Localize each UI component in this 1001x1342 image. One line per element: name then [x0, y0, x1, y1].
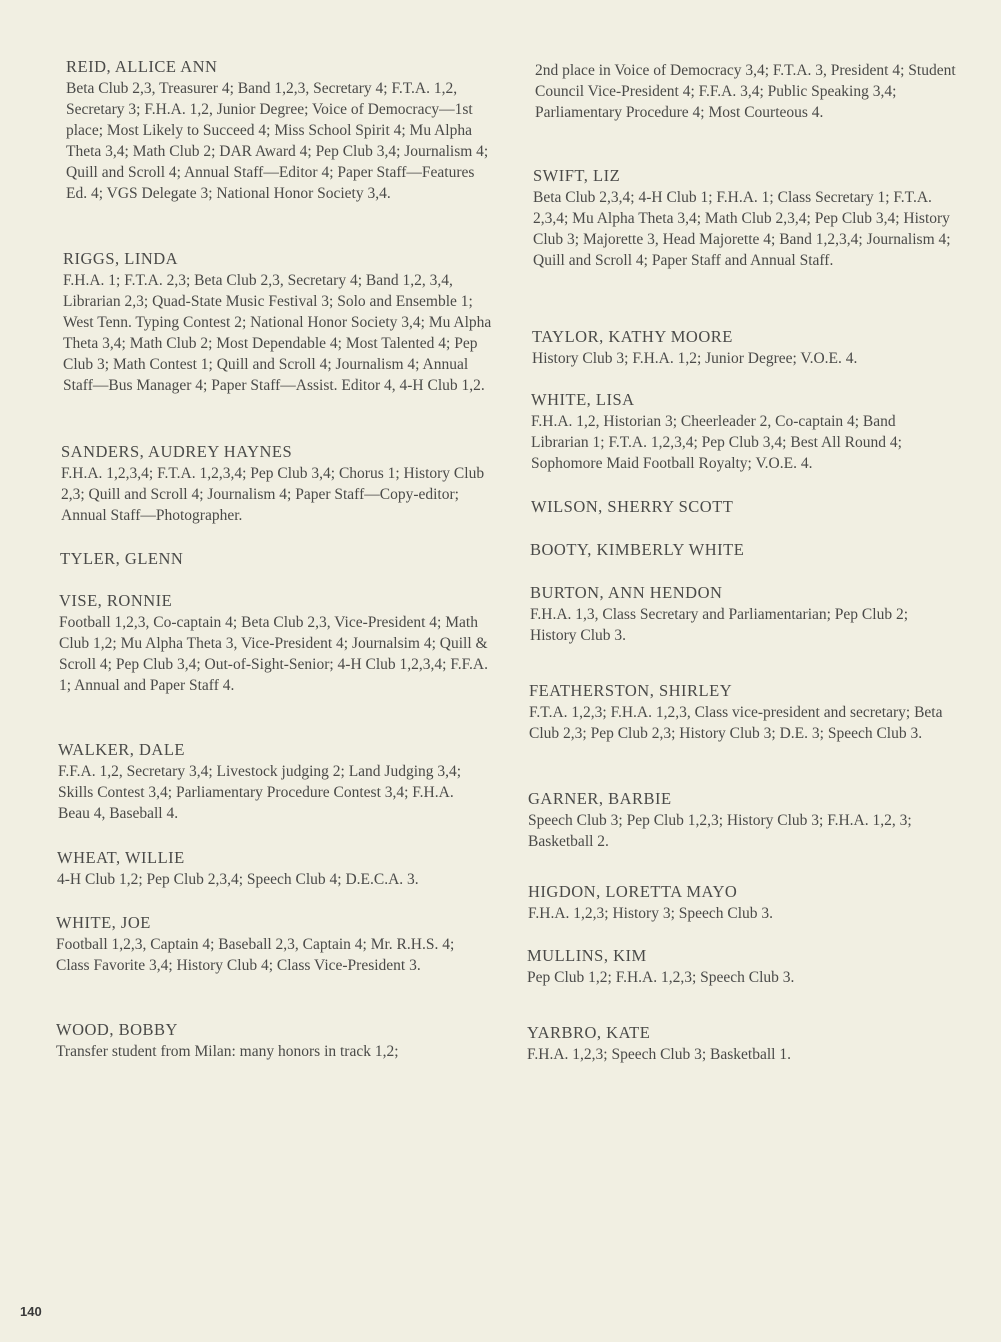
- student-entry: [63, 248, 496, 396]
- student-activities: Beta Club 2,3, Treasurer 4; Band 1,2,3, Secretary 4; F.T.A. 1,2, Secretary 3; F.H.A. 1,2, Junior Degree; Voice of Democracy—1st place; Most Likely to Succeed 4; Miss School Spirit 4; Mu Alpha Theta 3,4; Math Club 2; DAR Award 4; Pep Club 3,4; Journalism 4; Quill and Scroll 4; Annual Staff—Editor 4; Paper Staff—Features Ed. 4; VGS Delegate 3; National Honor Society 3,4.: [66, 80, 489, 202]
- student-entry: [56, 1019, 486, 1062]
- student-name: GARNER, BARBIE: [528, 789, 672, 808]
- student-entry: [58, 739, 478, 824]
- student-name: WHITE, JOE: [56, 913, 151, 932]
- student-name: WOOD, BOBBY: [56, 1020, 178, 1039]
- student-entry: [529, 680, 951, 744]
- student-name: YARBRO, KATE: [527, 1023, 651, 1042]
- student-activities: F.H.A. 1,2,3; Speech Club 3; Basketball 1.: [527, 1046, 791, 1063]
- student-entry: [61, 441, 491, 526]
- student-activities: F.H.A. 1; F.T.A. 2,3; Beta Club 2,3, Secretary 4; Band 1,2, 3,4, Librarian 2,3; Quad-State Music Festival 3; Solo and Ensemble 1; West Tenn. Typing Contest 2; National Honor Society 3,4; Mu Alpha Theta 3,4; Math Club 2; Most Dependable 4; Most Talented 4; Pep Club 3; Math Contest 1; Quill and Scroll 4; Journalism 4; Annual Staff—Bus Manager 4; Paper Staff—Assist. Editor 4, 4-H Club 1,2.: [63, 272, 492, 394]
- student-activities: 2nd place in Voice of Democracy 3,4; F.T.A. 3, President 4; Student Council Vice-President 4; F.F.A. 3,4; Public Speaking 3,4; Parliamentary Procedure 4; Most Courteous 4.: [535, 62, 956, 121]
- student-activities: F.H.A. 1,2,3,4; F.T.A. 1,2,3,4; Pep Club 3,4; Chorus 1; History Club 2,3; Quill and Scroll 4; Journalism 4; Paper Staff—Copy-editor; Annual Staff—Photographer.: [61, 465, 485, 524]
- student-name: TYLER, GLENN: [60, 549, 184, 568]
- student-activities: 4-H Club 1,2; Pep Club 2,3,4; Speech Club 4; D.E.C.A. 3.: [57, 871, 419, 888]
- student-name: SWIFT, LIZ: [533, 166, 621, 185]
- student-entry: [59, 590, 491, 696]
- student-entry: [533, 165, 958, 271]
- student-activities: F.H.A. 1,2,3; History 3; Speech Club 3.: [528, 905, 774, 922]
- student-entry: [530, 582, 950, 646]
- student-name: FEATHERSTON, SHIRLEY: [529, 681, 733, 700]
- student-activities: Football 1,2,3, Captain 4; Baseball 2,3, Captain 4; Mr. R.H.S. 4; Class Favorite 3,4; History Club 4; Class Vice-President 3.: [56, 936, 455, 974]
- student-entry: [60, 548, 490, 570]
- student-name: REID, ALLICE ANN: [66, 57, 218, 76]
- student-activities: History Club 3; F.H.A. 1,2; Junior Degree; V.O.E. 4.: [532, 350, 858, 367]
- student-name: BOOTY, KIMBERLY WHITE: [530, 540, 745, 559]
- student-activities: F.T.A. 1,2,3; F.H.A. 1,2,3, Class vice-president and secretary; Beta Club 2,3; Pep Club 2,3; History Club 3; D.E. 3; Speech Club 3.: [529, 704, 943, 742]
- student-name: WALKER, DALE: [58, 740, 185, 759]
- student-entry-continued: [535, 60, 958, 123]
- student-entry: [532, 326, 952, 369]
- student-name: SANDERS, AUDREY HAYNES: [61, 442, 293, 461]
- student-name: BURTON, ANN HENDON: [530, 583, 723, 602]
- student-entry: [528, 788, 956, 852]
- student-name: VISE, RONNIE: [59, 591, 173, 610]
- page-number: 140: [20, 1304, 42, 1319]
- student-entry: [531, 389, 956, 474]
- student-entry: [66, 56, 496, 204]
- student-entry: [527, 945, 947, 988]
- student-activities: Speech Club 3; Pep Club 1,2,3; History Club 3; F.H.A. 1,2, 3; Basketball 2.: [528, 812, 912, 850]
- student-name: HIGDON, LORETTA MAYO: [528, 882, 738, 901]
- student-entry: [531, 496, 951, 518]
- student-name: WILSON, SHERRY SCOTT: [531, 497, 734, 516]
- student-activities: F.H.A. 1,2, Historian 3; Cheerleader 2, Co-captain 4; Band Librarian 1; F.T.A. 1,2,3,4; Pep Club 3,4; Best All Round 4; Sophomore Maid Football Royalty; V.O.E. 4.: [531, 413, 902, 472]
- student-entry: [527, 1022, 947, 1065]
- student-entry: [57, 847, 487, 890]
- student-entry: [528, 881, 948, 924]
- student-name: TAYLOR, KATHY MOORE: [532, 327, 733, 346]
- student-activities: Transfer student from Milan: many honors in track 1,2;: [56, 1043, 399, 1060]
- student-activities: Pep Club 1,2; F.H.A. 1,2,3; Speech Club 3.: [527, 969, 795, 986]
- student-name: WHEAT, WILLIE: [57, 848, 185, 867]
- student-entry: [56, 912, 466, 976]
- student-entry: [530, 539, 950, 561]
- student-name: RIGGS, LINDA: [63, 249, 179, 268]
- student-activities: Football 1,2,3, Co-captain 4; Beta Club 2,3, Vice-President 4; Math Club 1,2; Mu Alpha Theta 3, Vice-President 4; Journalsim 4; Quill & Scroll 4; Pep Club 3,4; Out-of-Sight-Senior; 4-H Club 1,2,3,4; F.F.A. 1; Annual and Paper Staff 4.: [59, 614, 488, 694]
- student-activities: Beta Club 2,3,4; 4-H Club 1; F.H.A. 1; Class Secretary 1; F.T.A. 2,3,4; Mu Alpha Theta 3,4; Math Club 2,3,4; Pep Club 3,4; History Club 3; Majorette 3, Head Majorette 4; Band 1,2,3,4; Journalism 4; Quill and Scroll 4; Paper Staff and Annual Staff.: [533, 189, 951, 269]
- student-activities: F.F.A. 1,2, Secretary 3,4; Livestock judging 2; Land Judging 3,4; Skills Contest 3,4; Parliamentary Procedure Contest 3,4; F.H.A. Beau 4, Baseball 4.: [58, 763, 462, 822]
- student-name: WHITE, LISA: [531, 390, 635, 409]
- student-name: MULLINS, KIM: [527, 946, 647, 965]
- student-activities: F.H.A. 1,3, Class Secretary and Parliamentarian; Pep Club 2; History Club 3.: [530, 606, 909, 644]
